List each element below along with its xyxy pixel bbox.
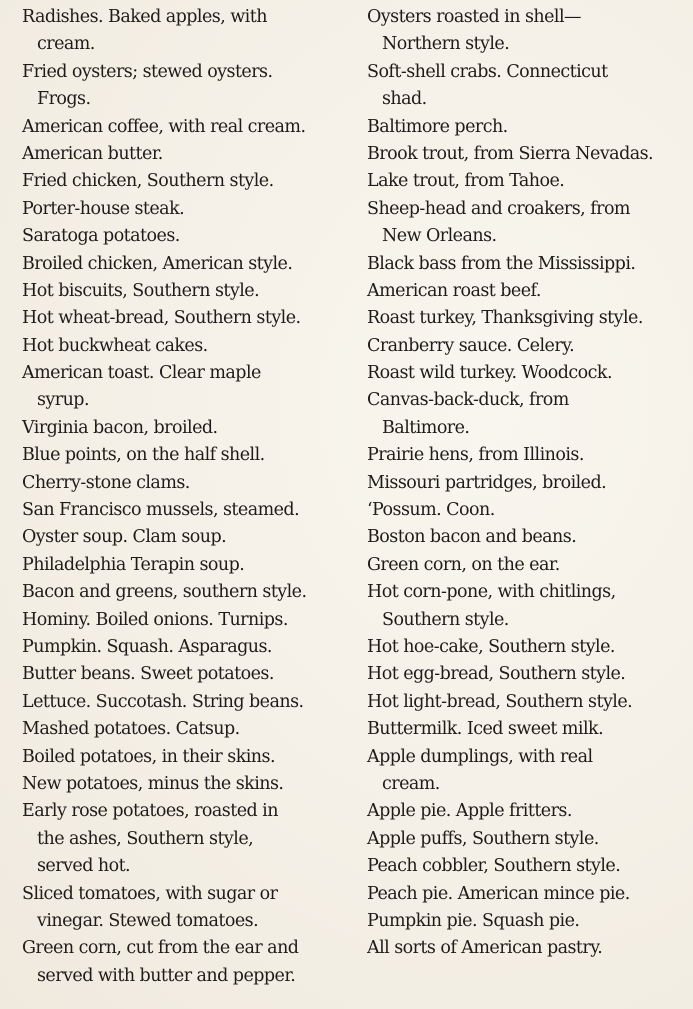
list-item xyxy=(22,744,352,771)
list-item-text: Early rose potatoes, roasted in xyxy=(22,801,278,822)
list-item-text: Lettuce. Succotash. String beans. xyxy=(22,691,304,712)
list-item xyxy=(367,4,687,59)
list-item-continuation: shad. xyxy=(382,89,427,110)
list-item-text: Hot buckwheat cakes. xyxy=(22,335,208,356)
list-item-text: Peach pie. American mince pie. xyxy=(367,883,630,904)
list-item-continuation: Frogs. xyxy=(37,89,91,110)
list-item xyxy=(367,908,687,935)
list-item xyxy=(367,935,687,962)
list-item-text: Radishes. Baked apples, with xyxy=(22,7,267,27)
list-item-text: Prairie hens, from Illinois. xyxy=(367,445,584,466)
list-item xyxy=(22,223,352,250)
list-item xyxy=(22,305,352,332)
list-item-continuation: New Orleans. xyxy=(382,226,497,247)
list-item-continuation: vinegar. Stewed tomatoes. xyxy=(37,910,259,931)
list-item xyxy=(367,114,687,141)
list-item-continuation: cream. xyxy=(382,773,440,794)
list-item-text: Sheep-head and croakers, from xyxy=(367,198,630,219)
list-item-text: American roast beef. xyxy=(367,280,541,301)
list-item-continuation: Baltimore. xyxy=(382,417,470,438)
list-item xyxy=(22,59,352,114)
list-item xyxy=(22,716,352,743)
list-item xyxy=(22,634,352,661)
list-item-text: Saratoga potatoes. xyxy=(22,226,180,247)
list-item-text: Black bass from the Mississippi. xyxy=(367,253,636,274)
list-item xyxy=(22,278,352,305)
list-item-text: Baltimore perch. xyxy=(367,116,508,137)
list-item-text: Buttermilk. Iced sweet milk. xyxy=(367,719,604,740)
list-item-text: ‘Possum. Coon. xyxy=(367,500,495,521)
list-item-text: Pumpkin. Squash. Asparagus. xyxy=(22,636,272,657)
list-item xyxy=(367,251,687,278)
list-item-text: Apple puffs, Southern style. xyxy=(367,828,599,849)
list-item-text: Soft-shell crabs. Connecticut xyxy=(367,61,608,82)
list-item-text: Oysters roasted in shell— xyxy=(367,7,581,27)
list-item xyxy=(367,168,687,195)
list-item-text: Sliced tomatoes, with sugar or xyxy=(22,883,278,904)
list-item-text: Blue points, on the half shell. xyxy=(22,445,265,466)
list-item xyxy=(22,607,352,634)
list-item xyxy=(367,497,687,524)
list-item xyxy=(22,798,352,880)
list-item-text: Porter-house steak. xyxy=(22,198,185,219)
list-item xyxy=(22,442,352,469)
list-item-text: American coffee, with real cream. xyxy=(22,116,306,137)
list-item-text: Fried chicken, Southern style. xyxy=(22,171,274,192)
list-item-text: All sorts of American pastry. xyxy=(367,938,603,959)
list-item xyxy=(367,634,687,661)
list-item-continuation: served with butter and pepper. xyxy=(37,965,296,986)
list-item-text: Philadelphia Terapin soup. xyxy=(22,554,245,575)
list-item-text: Pumpkin pie. Squash pie. xyxy=(367,910,580,931)
list-item xyxy=(22,689,352,716)
list-item-text: Fried oysters; stewed oysters. xyxy=(22,61,273,82)
list-item-text: Boiled potatoes, in their skins. xyxy=(22,746,275,767)
list-item xyxy=(22,168,352,195)
list-item xyxy=(367,689,687,716)
list-item xyxy=(22,415,352,442)
list-item-text: Peach cobbler, Southern style. xyxy=(367,856,621,877)
list-item-text: Boston bacon and beans. xyxy=(367,527,577,548)
list-item xyxy=(22,552,352,579)
list-item-text: Virginia bacon, broiled. xyxy=(22,417,218,438)
list-item-text: Cherry-stone clams. xyxy=(22,472,190,493)
list-item-text: Hominy. Boiled onions. Turnips. xyxy=(22,609,288,630)
list-item xyxy=(367,442,687,469)
list-item-text: Oyster soup. Clam soup. xyxy=(22,527,227,548)
list-item-text: Butter beans. Sweet potatoes. xyxy=(22,664,274,685)
list-item-text: Missouri partridges, broiled. xyxy=(367,472,607,493)
list-item-text: Apple dumplings, with real xyxy=(367,746,593,767)
list-item-text: Mashed potatoes. Catsup. xyxy=(22,719,240,740)
left-column xyxy=(22,4,352,990)
list-item xyxy=(22,661,352,688)
list-item xyxy=(367,360,687,387)
list-item xyxy=(22,881,352,936)
list-item xyxy=(22,4,352,59)
list-item-text: Hot corn-pone, with chitlings, xyxy=(367,582,616,603)
list-item xyxy=(22,935,352,990)
list-item xyxy=(367,278,687,305)
list-item-text: Hot biscuits, Southern style. xyxy=(22,280,260,301)
list-item-continuation: cream. xyxy=(37,34,95,55)
list-item xyxy=(22,141,352,168)
list-item-text: New potatoes, minus the skins. xyxy=(22,773,284,794)
list-item xyxy=(367,579,687,634)
list-item-text: Roast wild turkey. Woodcock. xyxy=(367,363,612,384)
list-item xyxy=(22,114,352,141)
list-item-text: Hot wheat-bread, Southern style. xyxy=(22,308,301,329)
list-item-text: Hot light-bread, Southern style. xyxy=(367,691,633,712)
list-item xyxy=(367,196,687,251)
list-item xyxy=(367,470,687,497)
list-item xyxy=(367,716,687,743)
list-item-text: Green corn, on the ear. xyxy=(367,554,560,575)
list-item xyxy=(367,744,687,799)
list-item xyxy=(367,305,687,332)
list-item-text: Roast turkey, Thanksgiving style. xyxy=(367,308,643,329)
list-item-text: Brook trout, from Sierra Nevadas. xyxy=(367,143,654,164)
list-item-text: American toast. Clear maple xyxy=(22,363,261,384)
list-item xyxy=(367,826,687,853)
list-item xyxy=(22,470,352,497)
list-item-continuation: Southern style. xyxy=(382,609,509,630)
list-item xyxy=(367,853,687,880)
list-item xyxy=(367,881,687,908)
list-item-continuation: served hot. xyxy=(37,856,131,877)
list-item xyxy=(367,59,687,114)
list-item-text: Cranberry sauce. Celery. xyxy=(367,335,575,356)
list-item xyxy=(22,196,352,223)
list-item xyxy=(367,552,687,579)
list-item xyxy=(367,524,687,551)
list-item xyxy=(367,798,687,825)
list-item xyxy=(367,661,687,688)
list-item xyxy=(22,524,352,551)
list-item xyxy=(22,251,352,278)
list-item-continuation: syrup. xyxy=(37,390,89,411)
list-item-text: Canvas-back-duck, from xyxy=(367,390,569,411)
list-item-continuation: the ashes, Southern style, xyxy=(37,828,254,849)
list-item-text: Bacon and greens, southern style. xyxy=(22,582,307,603)
list-item xyxy=(22,333,352,360)
right-column xyxy=(367,4,687,963)
list-item xyxy=(22,360,352,415)
list-item-text: Hot egg-bread, Southern style. xyxy=(367,664,626,685)
list-item-text: Apple pie. Apple fritters. xyxy=(367,801,572,822)
list-item xyxy=(367,333,687,360)
list-item xyxy=(367,141,687,168)
list-item-text: Broiled chicken, American style. xyxy=(22,253,293,274)
list-item-text: American butter. xyxy=(22,143,163,164)
list-item xyxy=(22,579,352,606)
list-item-text: Hot hoe-cake, Southern style. xyxy=(367,636,615,657)
list-item xyxy=(22,771,352,798)
list-item-text: Lake trout, from Tahoe. xyxy=(367,171,565,192)
list-item-text: San Francisco mussels, steamed. xyxy=(22,500,300,521)
list-item-text: Green corn, cut from the ear and xyxy=(22,938,299,959)
list-item-continuation: Northern style. xyxy=(382,34,510,55)
list-item xyxy=(367,387,687,442)
list-item xyxy=(22,497,352,524)
